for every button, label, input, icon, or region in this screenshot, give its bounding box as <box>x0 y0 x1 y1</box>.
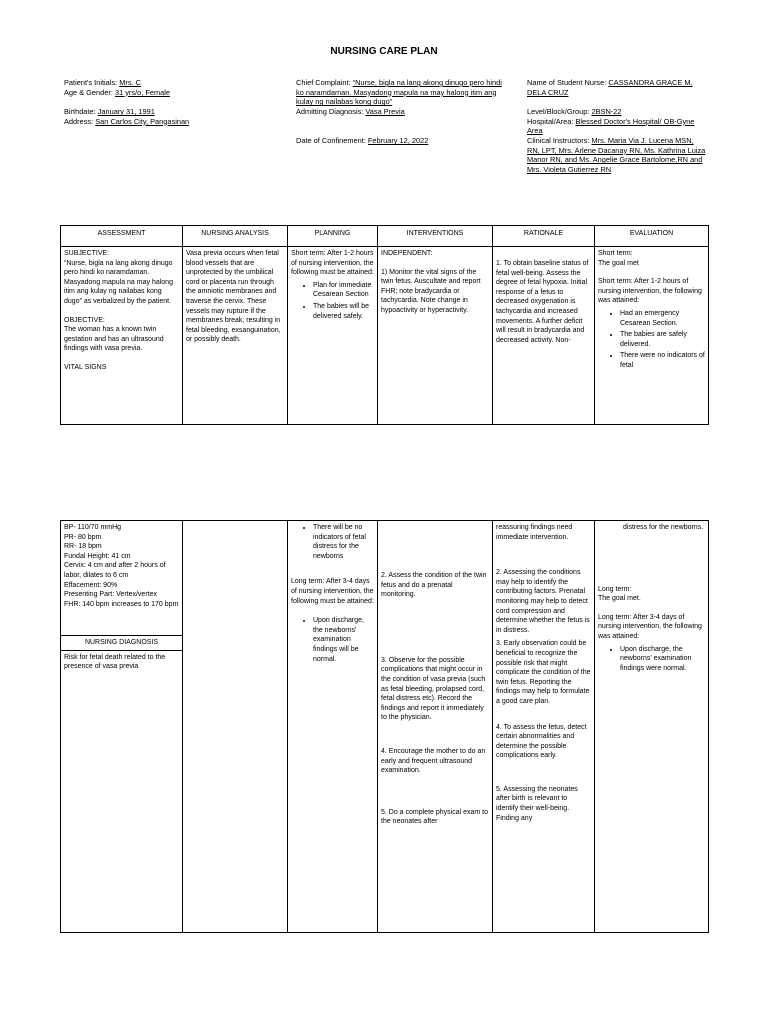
list-item: • Plan for immediate Cesarean Section <box>313 281 374 300</box>
document-title: NURSING CARE PLAN <box>330 46 438 57</box>
list-item: • There will be no indicators of fetal distress for the newborns <box>313 523 374 561</box>
student-info: Name of Student Nurse: CASSANDRA GRACE M. DELA CRUZ Level/Block/Group: 2BSN-22 Hospital/Area: Blessed Doctor's Hospital/ OB-Gyne Area Clinical Instructors: Mrs. Maria Via J. Lucena MSN, RN, LPT, Mrs. Arlene Dacanay RN, Ms. Kathrina Luiza Manor RN, and Ms. Angelie Grace Bartolome,RN and Mrs. Violeta Gutierrez RN <box>527 78 706 174</box>
analysis-continued-cell <box>183 521 288 933</box>
subjective-text: “Nurse, bigla na lang akong dinugo pero hindi ko naramdaman. Masyadong mapula na may halong itim ang kulay ng nailabas kong dugo” as verbalized by the patient. <box>64 259 173 305</box>
evaluation-cell: Short term: The goal met Short term: After 1-2 hours of nursing intervention, the following was attained: • Had an emergency Cesarean Section. • The babies are safely delivered. • There were no indicators of fetal <box>595 247 709 425</box>
list-item: • Had an emergency Cesarean Section. <box>620 309 705 328</box>
care-plan-table-1 <box>60 225 709 425</box>
list-item: • The babies are safely delivered. <box>620 330 705 349</box>
col-assessment: ASSESSMENT <box>61 226 183 247</box>
rationale-cell: 1. To obtain baseline status of fetal well-being. Assess the degree of fetal hypoxia. Initial response of a fetus to decreased oxygenation is tachycardia and increased movements. A further deficit will result in bradycardia and decreased activity. Non- <box>493 247 595 425</box>
complaint-info: Chief Complaint: “Nurse, bigla na lang akong dinugo pero hindi ko naramdaman. Masyadong mapula na may halong itim ang kulay ng nailabas kong dugo” Admitting Diagnosis: Vasa Previa Date of Confinement: February 12, 2022 <box>296 78 502 146</box>
student-level: 2BSN-22 <box>591 107 622 117</box>
list-item: • The babies will be delivered safely. <box>313 302 374 321</box>
care-plan-table-2 <box>60 520 709 933</box>
patient-initials: Mrs. C <box>119 78 141 87</box>
vital-signs: BP- 110/70 mmHg PR- 80 bpm RR- 18 bpm Fundal Height: 41 cm Cervix: 4 cm and after 2 hours of labor, dilates to 6 cm Effacement: 90% Presenting Part: Vertex/vertex FHR: 140 bpm increases to 170 bpm <box>64 524 179 608</box>
evaluation-continued-cell: distress for the newborns. Long term: The goal met. Long term: After 3-4 days of nursing intervention, the following was attained: • Upon discharge, the newborns' examination findings were normal. <box>595 521 709 933</box>
date-of-confinement: February 12, 2022 <box>367 136 429 146</box>
col-interventions: INTERVENTIONS <box>378 226 493 247</box>
rationale-continued-cell: reassuring findings need immediate intervention. 2. Assessing the conditions may help to identify the contributing factors. Prenatal monitoring may help to detect cord compression and determine whether the fetus is in distress. 3. Early observation could be beneficial to recognize the possible risk that might complicate the condition of the twin fetus. Reporting the findings may help to formulate a good care plan. 4. To assess the fetus, detect certain abnormalities and determine the possible complications early. 5. Assessing the neonates after birth is relevant to identify their well-being. Finding any <box>493 521 595 933</box>
admitting-diagnosis: Vasa Previa <box>365 106 405 116</box>
analysis-cell: Vasa previa occurs when fetal blood vessels that are unprotected by the umbilical cord or placenta run through the amniotic membranes and traverse the cervix. These vessels may rupture if the membranes break, resulting in fetal bleeding, exsanguination, or possibly death. <box>183 247 288 425</box>
nursing-diagnosis-text: Risk for fetal death related to the presence of vasa previa <box>64 653 166 671</box>
interventions-cell: INDEPENDENT: 1) Monitor the vital signs of the twin fetus. Auscultate and report FHR; note bradycardia or tachycardia. Note change in hypoactivity or hyperactivity. <box>378 247 493 425</box>
patient-info: Patient's Initials: Mrs. C Age & Gender: 31 yrs/o, Female Birthdate: January 31, 1991 Address: San Carlos City, Pangasinan <box>64 78 190 126</box>
list-item: • There were no indicators of fetal <box>620 351 705 370</box>
planning-continued-cell: • There will be no indicators of fetal distress for the newborns Long term: After 3-4 days of nursing intervention, the following must be attained: • Upon discharge, the newborns' examination findings will be normal. <box>288 521 378 933</box>
clinical-instructors: Mrs. Maria Via J. Lucena MSN, RN, LPT, Mrs. Arlene Dacanay RN, Ms. Kathrina Luiza Manor RN, and Ms. Angelie Grace Bartolome,RN and Mrs. Violeta Gutierrez RN <box>527 135 706 174</box>
assessment-cell: SUBJECTIVE: “Nurse, bigla na lang akong dinugo pero hindi ko naramdaman. Masyadong mapula na may halong itim ang kulay ng nailabas kong dugo” as verbalized by the patient. OBJECTIVE: The woman has a known twin gestation and has an ultrasound findings with vasa previa. VITAL SIGNS <box>61 247 183 425</box>
student-name: CASSANDRA GRACE M. DELA CRUZ <box>527 78 693 97</box>
planning-cell: Short term: After 1-2 hours of nursing intervention, the following must be attained: • Plan for immediate Cesarean Section • The babies will be delivered safely. <box>288 247 378 425</box>
assessment-continued-cell <box>61 521 183 933</box>
list-item: • Upon discharge, the newborns' examination findings will be normal. <box>313 616 374 664</box>
patient-address: San Carlos City, Pangasinan <box>95 116 190 126</box>
column-headers <box>61 226 709 247</box>
interventions-continued-cell: 2. Assess the condition of the twin fetus and do a prenatal monitoring. 3. Observe for the possible complications that might occur in the condition of vasa previa (such as fetal bleeding, prolapsed cord, fetal distress etc). Record the findings and report it immediately to the physician. 4. Encourage the mother to do an early and frequent ultrasound examination. 5. Do a complete physical exam to the neonates after <box>378 521 493 933</box>
patient-age-gender: 31 yrs/o, Female <box>114 87 170 97</box>
chief-complaint: “Nurse, bigla na lang akong dinugo pero hindi ko naramdaman. Masyadong mapula na may halong itim ang kulay ng nailabas kong dugo” <box>296 78 502 107</box>
nursing-diagnosis-label: NURSING DIAGNOSIS <box>61 635 182 651</box>
patient-birthdate: January 31, 1991 <box>97 107 155 117</box>
col-evaluation: EVALUATION <box>595 226 709 247</box>
list-item: • Upon discharge, the newborns' examination findings were normal. <box>620 645 705 674</box>
col-nursing-analysis: NURSING ANALYSIS <box>183 226 288 247</box>
table-row <box>61 247 709 425</box>
col-planning: PLANNING <box>288 226 378 247</box>
objective-text: The woman has a known twin gestation and has an ultrasound findings with vasa previa. <box>64 326 164 353</box>
col-rationale: RATIONALE <box>493 226 595 247</box>
table-row <box>61 521 709 933</box>
hospital-area: Blessed Doctor's Hospital/ OB-Gyne Area <box>527 116 695 136</box>
